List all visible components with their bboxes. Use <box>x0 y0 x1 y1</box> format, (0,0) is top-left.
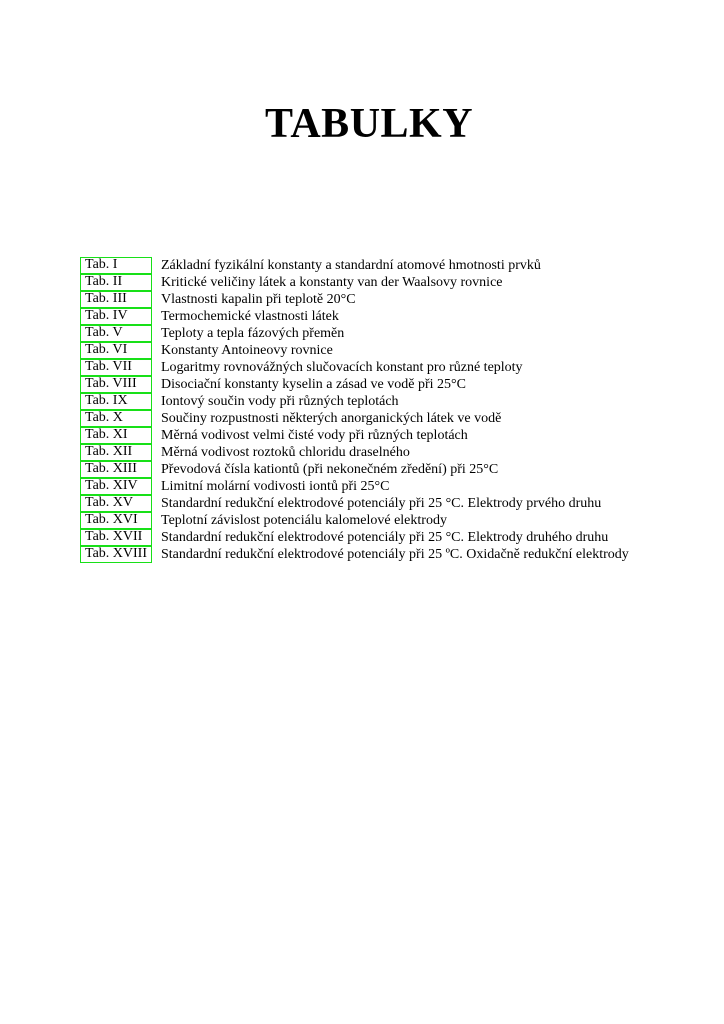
toc-row <box>80 291 680 308</box>
tab-description: Teplotní závislost potenciálu kalomelové elektrody <box>161 513 447 528</box>
toc-row <box>80 376 680 393</box>
toc-row <box>80 546 680 563</box>
tab-description: Základní fyzikální konstanty a standardní atomové hmotnosti prvků <box>161 258 541 273</box>
tab-description: Disociační konstanty kyselin a zásad ve vodě při 25°C <box>161 377 466 392</box>
tab-link-xi[interactable]: Tab. XI <box>80 427 152 444</box>
tab-description: Měrná vodivost velmi čisté vody při různých teplotách <box>161 428 468 443</box>
tab-link-viii[interactable]: Tab. VIII <box>80 376 152 393</box>
tab-link-iv[interactable]: Tab. IV <box>80 308 152 325</box>
tab-link-xii[interactable]: Tab. XII <box>80 444 152 461</box>
tab-description: Kritické veličiny látek a konstanty van der Waalsovy rovnice <box>161 275 503 290</box>
table-of-contents <box>80 257 680 563</box>
tab-link-xvi[interactable]: Tab. XVI <box>80 512 152 529</box>
tab-description: Vlastnosti kapalin při teplotě 20°C <box>161 292 356 307</box>
tab-description: Logaritmy rovnovážných slučovacích konstant pro různé teploty <box>161 360 523 375</box>
toc-row <box>80 308 680 325</box>
toc-row <box>80 478 680 495</box>
toc-row <box>80 512 680 529</box>
tab-description: Standardní redukční elektrodové potenciály při 25 °C. Elektrody druhého druhu <box>161 530 609 545</box>
toc-row <box>80 393 680 410</box>
toc-row <box>80 410 680 427</box>
tab-description: Standardní redukční elektrodové potenciály při 25 °C. Elektrody prvého druhu <box>161 496 602 511</box>
toc-row <box>80 495 680 512</box>
tab-description: Termochemické vlastnosti látek <box>161 309 339 324</box>
tab-description: Iontový součin vody při různých teplotách <box>161 394 399 409</box>
tab-description: Limitní molární vodivosti iontů při 25°C <box>161 479 390 494</box>
toc-row <box>80 427 680 444</box>
tab-link-xiv[interactable]: Tab. XIV <box>80 478 152 495</box>
tab-link-xviii[interactable]: Tab. XVIII <box>80 546 152 563</box>
tab-link-i[interactable]: Tab. I <box>80 257 152 274</box>
tab-link-ix[interactable]: Tab. IX <box>80 393 152 410</box>
tab-link-xv[interactable]: Tab. XV <box>80 495 152 512</box>
tab-description: Měrná vodivost roztoků chloridu draselného <box>161 445 410 460</box>
toc-row <box>80 359 680 376</box>
tab-link-xiii[interactable]: Tab. XIII <box>80 461 152 478</box>
tab-description: Standardní redukční elektrodové potenciály při 25 ºC. Oxidačně redukční elektrody <box>161 547 629 562</box>
toc-row <box>80 274 680 291</box>
tab-description: Konstanty Antoineovy rovnice <box>161 343 333 358</box>
toc-row <box>80 342 680 359</box>
tab-link-iii[interactable]: Tab. III <box>80 291 152 308</box>
tab-link-vii[interactable]: Tab. VII <box>80 359 152 376</box>
tab-link-v[interactable]: Tab. V <box>80 325 152 342</box>
toc-row <box>80 257 680 274</box>
tab-link-xvii[interactable]: Tab. XVII <box>80 529 152 546</box>
page-title: TABULKY <box>264 101 474 147</box>
toc-row <box>80 325 680 342</box>
tab-link-ii[interactable]: Tab. II <box>80 274 152 291</box>
tab-link-x[interactable]: Tab. X <box>80 410 152 427</box>
tab-description: Převodová čísla kationtů (při nekonečném zředění) při 25°C <box>161 462 499 477</box>
tab-description: Součiny rozpustnosti některých anorganických látek ve vodě <box>161 411 502 426</box>
toc-row <box>80 444 680 461</box>
toc-row <box>80 461 680 478</box>
toc-row <box>80 529 680 546</box>
tab-link-vi[interactable]: Tab. VI <box>80 342 152 359</box>
tab-description: Teploty a tepla fázových přeměn <box>161 326 345 341</box>
